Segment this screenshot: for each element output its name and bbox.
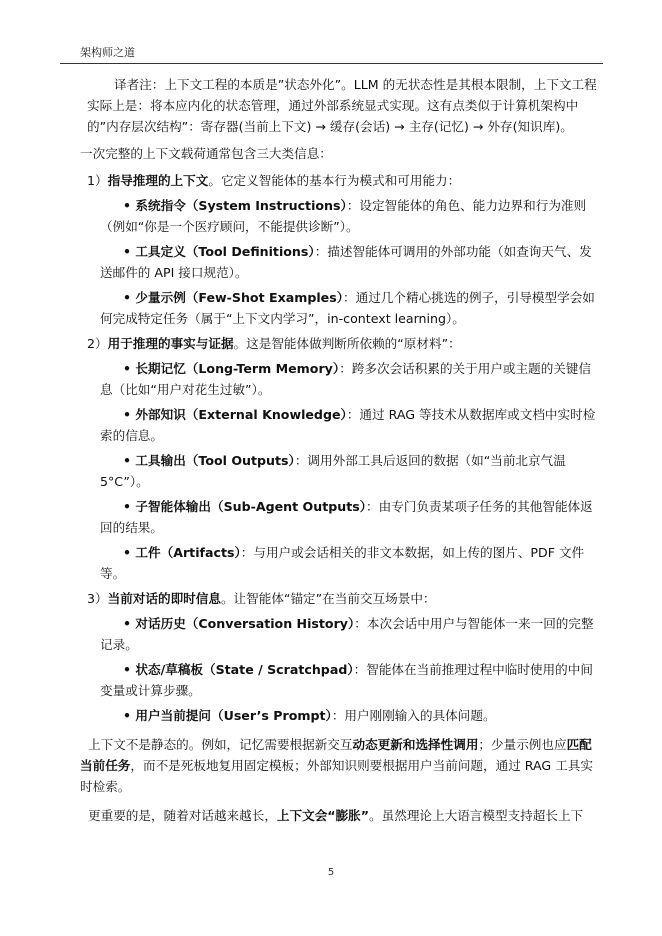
list-item — [98, 496, 602, 538]
list-item — [98, 450, 602, 492]
translator-note: 译者注：上下文工程的本质是”状态外化”。LLM 的无状态性是其根本限制，上下文工程实际上是：将本应内化的状态管理，通过外部系统显式实现。这有点类似于计算机架构中的”内存层次结构”：寄存器(当前上下文) → 缓存(会话) → 主存(记忆) → 外存(知识库)。 — [87, 77, 597, 134]
item-term: • 对话历史（Conversation History） — [123, 616, 355, 631]
item-description: ：调用外部工具后返回的数据（如“当前北京气温 5°C”）。 — [100, 453, 566, 489]
item-description: ：本次会话中用户与智能体一来一回的完整记录。 — [100, 616, 594, 652]
section-number: 3） — [87, 591, 108, 606]
section-number: 1） — [87, 173, 108, 188]
item-description: ：通过 RAG 等技术从数据库或文档中实时检索的信息。 — [100, 407, 596, 443]
section-description: 。让智能体“锚定”在当前交互场景中： — [220, 591, 436, 606]
intro-paragraph: 一次完整的上下文载荷通常包含三大类信息： — [80, 146, 332, 161]
list-item — [98, 195, 602, 237]
item-description: ：跨多次会话积累的关于用户或主题的关键信息（比如“用户对花生过敏”）。 — [100, 361, 592, 397]
running-header: 架构师之道 — [80, 46, 135, 59]
body-paragraph — [80, 734, 602, 797]
emphasis-text: 动态更新和选择性调用 — [352, 737, 479, 752]
emphasis-text: 上下文会“膨胀” — [276, 808, 370, 823]
section-title: 指导推理的上下文 — [107, 173, 209, 188]
text-run: ，而不是死板地复用固定模板；外部知识则要根据用户当前问题，通过 RAG 工具实时检索。 — [80, 758, 593, 794]
section-description: 。它定义智能体的基本行为模式和可用能力： — [208, 173, 461, 188]
item-term: • 工具定义（Tool Definitions） — [123, 244, 315, 259]
list-item — [98, 659, 602, 701]
item-description: ：由专门负责某项子任务的其他智能体返回的结果。 — [100, 499, 593, 535]
item-term: • 用户当前提问（User’s Prompt） — [123, 708, 332, 723]
section-heading — [87, 170, 602, 191]
section-description: 。这是智能体做判断所依赖的“原材料”： — [233, 336, 461, 351]
list-item — [98, 542, 602, 584]
text-run: 。虽然理论上大语言模型支持超长上下 — [369, 808, 584, 823]
item-term: • 子智能体输出（Sub-Agent Outputs） — [123, 499, 367, 514]
emphasis-text: 匹配当前任务 — [80, 737, 592, 773]
item-description: ：设定智能体的角色、能力边界和行为准则（例如“你是一个医疗顾问，不能提供诊断”）。 — [100, 198, 587, 234]
list-item — [98, 287, 602, 329]
item-term: • 长期记忆（Long-Term Memory） — [123, 361, 340, 376]
text-run: 上下文不是静态的。例如，记忆需要根据新交互 — [88, 737, 353, 752]
list-item — [98, 705, 602, 726]
item-term: • 少量示例（Few-Shot Examples） — [123, 290, 343, 305]
section-number: 2） — [87, 336, 108, 351]
item-term: • 状态/草稿板（State / Scratchpad） — [123, 662, 354, 677]
item-description: ：智能体在当前推理过程中临时使用的中间变量或计算步骤。 — [100, 662, 593, 698]
item-term: • 工具输出（Tool Outputs） — [123, 453, 295, 468]
item-description: ：用户刚刚输入的具体问题。 — [331, 708, 496, 723]
body-paragraph — [80, 805, 602, 826]
section-heading — [87, 333, 602, 354]
header-divider — [60, 63, 603, 64]
item-description: ：与用户或会话相关的非文本数据，如上传的图片、PDF 文件等。 — [100, 545, 585, 581]
list-item — [98, 241, 602, 283]
item-term: • 工件（Artifacts） — [123, 545, 241, 560]
page-body — [80, 74, 602, 826]
page-number: 5 — [327, 867, 335, 878]
text-run: ；少量示例也应 — [478, 737, 567, 752]
item-term: • 系统指令（System Instructions） — [123, 198, 347, 213]
section-title: 用于推理的事实与证据 — [107, 336, 234, 351]
list-item — [98, 613, 602, 655]
item-description: ：通过几个精心挑选的例子，引导模型学会如何完成特定任务（属于“上下文内学习”，in-context learning）。 — [100, 290, 595, 326]
text-run: 更重要的是，随着对话越来越长， — [88, 808, 277, 823]
item-description: ：描述智能体可调用的外部功能（如查询天气、发送邮件的 API 接口规范）。 — [100, 244, 592, 280]
section-title: 当前对话的即时信息 — [107, 591, 221, 606]
section-heading — [87, 588, 602, 609]
item-term: • 外部知识（External Knowledge） — [123, 407, 347, 422]
list-item — [98, 358, 602, 400]
list-item — [98, 404, 602, 446]
